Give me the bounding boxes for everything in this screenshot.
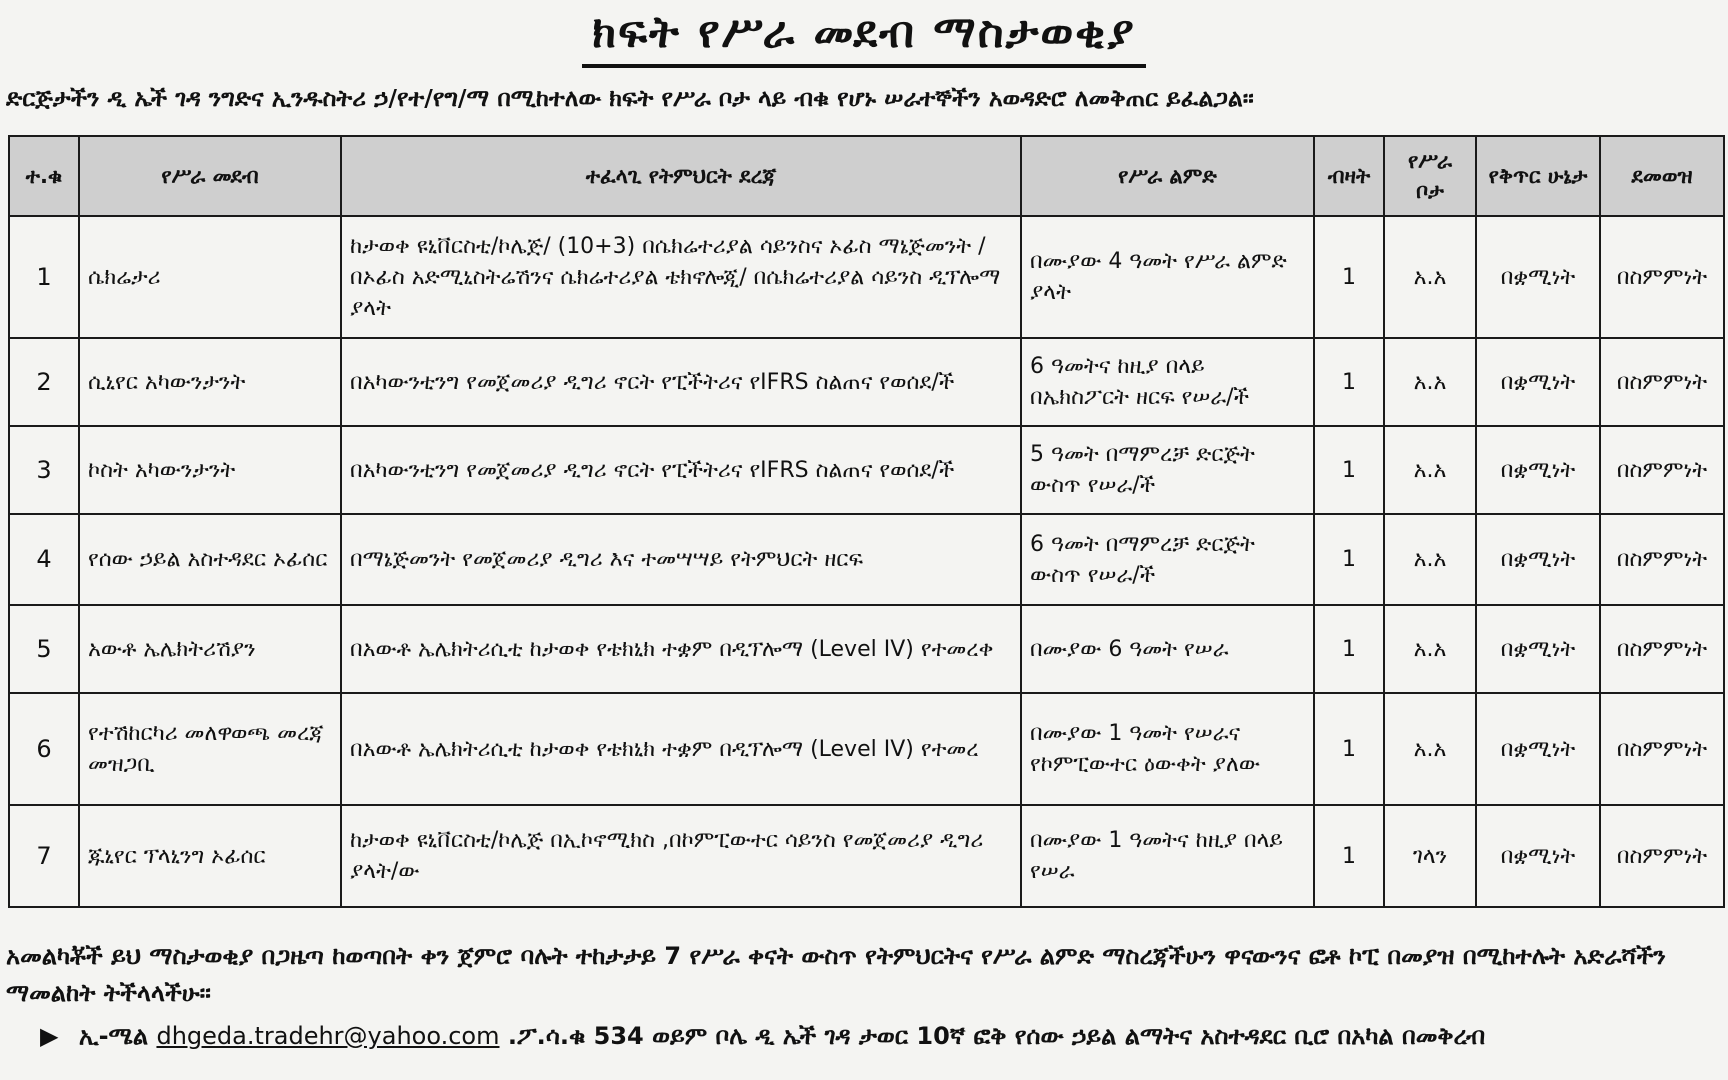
header-place: የሥራ ቦታ (1384, 136, 1476, 216)
ad-title: ክፍት የሥራ መደብ ማስታወቂያ (582, 4, 1145, 68)
cell-hire: በቋሚነት (1476, 693, 1600, 805)
cell-education: በአካውንቲንግ የመጀመሪያ ዲግሪ ኖርት የፒችትሪና የIFRS ስልጠና የወሰደ/ች (341, 426, 1021, 514)
table-row (9, 426, 1724, 514)
cell-hire: በቋሚነት (1476, 605, 1600, 693)
cell-duration: በስምምነት (1600, 514, 1724, 605)
cell-hire: በቋሚነት (1476, 514, 1600, 605)
cell-place: አ.አ (1384, 514, 1476, 605)
table-row (9, 216, 1724, 338)
vacancy-table (8, 135, 1725, 908)
table-row (9, 693, 1724, 805)
contact-line (40, 1022, 1720, 1050)
cell-education: ከታወቀ ዩኒቨርስቲ/ኮሌጅ በኢኮኖሚክስ ,በኮምፒውተር ሳይንስ የመጀመሪያ ዲግሪ ያላት/ው (341, 805, 1021, 907)
cell-position: ጁኒየር ፕላኒንግ ኦፊሰር (79, 805, 341, 907)
address-text: .ፖ.ሳ.ቁ 534 ወይም ቦሌ ዲ ኤች ገዳ ታወር 10ኛ ፎቅ የሰው ኃይል ልማትና አስተዳደር ቢሮ በአካል በመቅረብ (507, 1022, 1486, 1050)
header-no: ተ.ቁ (9, 136, 79, 216)
cell-place: አ.አ (1384, 605, 1476, 693)
intro-text: ድርጅታችን ዲ ኤች ገዳ ንግድና ኢንዱስትሪ ኃ/የተ/የግ/ማ በሚከተለው ክፍት የሥራ ቦታ ላይ ብቁ የሆኑ ሠራተኞችን አወዳድሮ ለመቅጠር ይፈልጋል፡፡ (6, 84, 1254, 112)
cell-duration: በስምምነት (1600, 216, 1724, 338)
cell-duration: በስምምነት (1600, 338, 1724, 426)
cell-duration: በስምምነት (1600, 426, 1724, 514)
cell-count: 1 (1314, 338, 1384, 426)
header-education: ተፈላጊ የትምህርት ደረጃ (341, 136, 1021, 216)
cell-count: 1 (1314, 605, 1384, 693)
cell-no: 2 (9, 338, 79, 426)
cell-no: 3 (9, 426, 79, 514)
cell-duration: በስምምነት (1600, 805, 1724, 907)
cell-count: 1 (1314, 805, 1384, 907)
cell-no: 6 (9, 693, 79, 805)
cell-education: በአውቶ ኤሌክትሪሲቲ ከታወቀ የቴክኒክ ተቋም በዲፕሎማ (Level IV) የተመረቀ (341, 605, 1021, 693)
cell-position: ሴክሬታሪ (79, 216, 341, 338)
cell-count: 1 (1314, 426, 1384, 514)
table-row (9, 514, 1724, 605)
table-row (9, 338, 1724, 426)
bullet-arrow-icon: ▶ (40, 1022, 59, 1050)
table-row (9, 805, 1724, 907)
cell-experience: በሙያው 4 ዓመት የሥራ ልምድ ያላት (1021, 216, 1314, 338)
cell-education: በማኔጅመንት የመጀመሪያ ዲግሪ እና ተመሣሣይ የትምህርት ዘርፍ (341, 514, 1021, 605)
cell-experience: በሙያው 6 ዓመት የሠራ (1021, 605, 1314, 693)
cell-hire: በቋሚነት (1476, 426, 1600, 514)
cell-experience: 6 ዓመት በማምረቻ ድርጅት ውስጥ የሠራ/ች (1021, 514, 1314, 605)
header-position: የሥራ መደብ (79, 136, 341, 216)
table-header (9, 136, 1724, 216)
cell-experience: 6 ዓመትና ከዚያ በላይ በኤክስፖርት ዘርፍ የሠራ/ች (1021, 338, 1314, 426)
cell-place: ገላን (1384, 805, 1476, 907)
cell-position: የሰው ኃይል አስተዳደር ኦፊሰር (79, 514, 341, 605)
cell-duration: በስምምነት (1600, 605, 1724, 693)
header-experience: የሥራ ልምድ (1021, 136, 1314, 216)
header-hire: የቅጥር ሁኔታ (1476, 136, 1600, 216)
table-row (9, 605, 1724, 693)
header-row (9, 136, 1724, 216)
cell-count: 1 (1314, 216, 1384, 338)
cell-education: በአካውንቲንግ የመጀመሪያ ዲግሪ ኖርት የፒችትሪና የIFRS ስልጠና የወሰደ/ች (341, 338, 1021, 426)
cell-no: 1 (9, 216, 79, 338)
cell-place: አ.አ (1384, 426, 1476, 514)
cell-place: አ.አ (1384, 693, 1476, 805)
application-notice: አመልካቾች ይህ ማስታወቂያ በጋዜጣ ከወጣበት ቀን ጀምሮ ባሉት ተከታታይ 7 የሥራ ቀናት ውስጥ የትምህርትና የሥራ ልምድ ማስረጃችሁን ዋናውንና ፎቶ ኮፒ በመያዝ በሚከተሉት አድራሻችን ማመልከት ትችላላችሁ፡፡ (6, 942, 1666, 1007)
cell-experience: በሙያው 1 ዓመት የሠራና የኮምፒውተር ዕውቀት ያለው (1021, 693, 1314, 805)
email-link[interactable]: dhgeda.tradehr@yahoo.com (156, 1022, 500, 1050)
cell-hire: በቋሚነት (1476, 216, 1600, 338)
header-count: ብዛት (1314, 136, 1384, 216)
header-duration: ደመወዝ (1600, 136, 1724, 216)
cell-duration: በስምምነት (1600, 693, 1724, 805)
cell-no: 4 (9, 514, 79, 605)
cell-no: 5 (9, 605, 79, 693)
cell-position: አውቶ ኤሌክትሪሽያን (79, 605, 341, 693)
email-label: ኢ-ሜል (78, 1022, 149, 1050)
cell-position: ኮስት አካውንታንት (79, 426, 341, 514)
cell-place: አ.አ (1384, 338, 1476, 426)
cell-no: 7 (9, 805, 79, 907)
cell-experience: በሙያው 1 ዓመትና ከዚያ በላይ የሠራ (1021, 805, 1314, 907)
cell-position: ሲኒየር አካውንታንት (79, 338, 341, 426)
cell-education: በአውቶ ኤሌክትሪሲቲ ከታወቀ የቴክኒክ ተቋም በዲፕሎማ (Level IV) የተመረ (341, 693, 1021, 805)
cell-count: 1 (1314, 514, 1384, 605)
cell-experience: 5 ዓመት በማምረቻ ድርጅት ውስጥ የሠራ/ች (1021, 426, 1314, 514)
cell-hire: በቋሚነት (1476, 805, 1600, 907)
title-wrap (0, 4, 1728, 68)
table-body (9, 216, 1724, 907)
cell-place: አ.አ (1384, 216, 1476, 338)
cell-count: 1 (1314, 693, 1384, 805)
cell-education: ከታወቀ ዩኒቨርስቲ/ኮሌጅ/ (10+3) በሴክሬተሪያል ሳይንስና ኦፊስ ማኔጅመንት /በኦፊስ አድሚኒስትሬሽንና ሴክሬተሪያል ቴክኖሎጂ/ በሴክሬተሪያል ሳይንስ ዲፕሎማ ያላት (341, 216, 1021, 338)
cell-position: የተሽከርካሪ መለዋወጫ መረጃ መዝጋቢ (79, 693, 341, 805)
cell-hire: በቋሚነት (1476, 338, 1600, 426)
